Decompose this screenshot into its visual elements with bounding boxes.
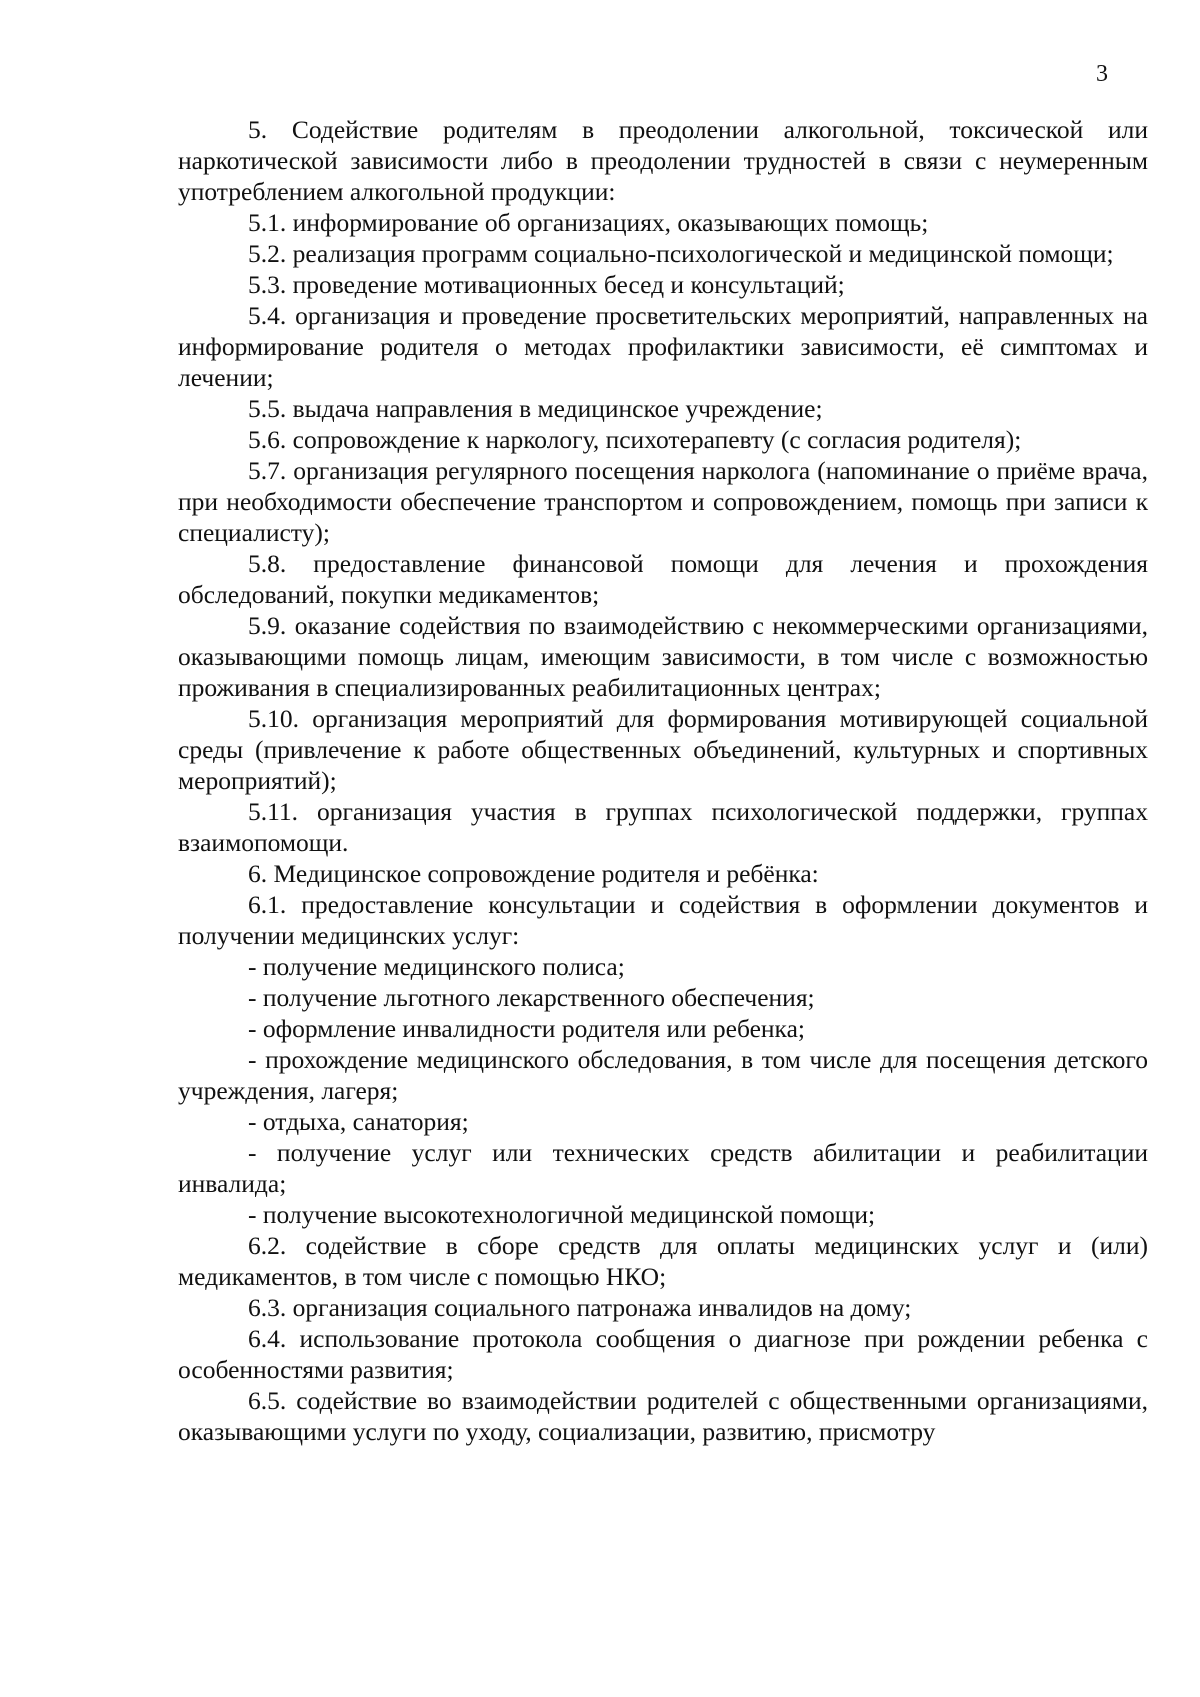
list-item-preferential-drugs: - получение льготного лекарственного обеспечения; — [248, 983, 815, 1012]
paragraph-item-5-2: 5.2. реализация программ социально-психологической и медицинской помощи; — [248, 239, 1114, 268]
paragraph-item-6-1: 6.1. предоставление консультации и содействия в оформлении документов и получении медицинских услуг: — [178, 890, 1148, 950]
paragraph-item-6-5: 6.5. содействие во взаимодействии родителей с общественными организациями, оказывающими услуги по уходу, социализации, развитию, присмотру — [178, 1386, 1148, 1446]
list-item-rehabilitation: - получение услуг или технических средств абилитации и реабилитации инвалида; — [178, 1138, 1148, 1198]
paragraph-item-5-6: 5.6. сопровождение к наркологу, психотерапевту (с согласия родителя); — [248, 425, 1022, 454]
page-number: 3 — [1096, 61, 1108, 87]
paragraph-item-5-10: 5.10. организация мероприятий для формирования мотивирующей социальной среды (привлечение к работе общественных объединений, культурных и спортивных мероприятий); — [178, 704, 1148, 795]
list-item-rest-sanatorium: - отдыха, санатория; — [248, 1107, 469, 1136]
paragraph-section-5: 5. Содействие родителям в преодолении алкогольной, токсической или наркотической зависимости либо в преодолении трудностей в связи с неумеренным употреблением алкогольной продукции: — [178, 115, 1148, 206]
paragraph-section-6: 6. Медицинское сопровождение родителя и ребёнка: — [248, 859, 819, 888]
list-item-high-tech-care: - получение высокотехнологичной медицинской помощи; — [248, 1200, 876, 1229]
paragraph-item-5-9: 5.9. оказание содействия по взаимодействию с некоммерческими организациями, оказывающими помощь лицам, имеющим зависимости, в том числе с возможностью проживания в специализированных реабилитационных центрах; — [178, 611, 1148, 702]
paragraph-item-5-11: 5.11. организация участия в группах психологической поддержки, группах взаимопомощи. — [178, 797, 1148, 857]
paragraph-item-5-3: 5.3. проведение мотивационных бесед и консультаций; — [248, 270, 845, 299]
paragraph-item-5-1: 5.1. информирование об организациях, оказывающих помощь; — [248, 208, 929, 237]
paragraph-item-5-8: 5.8. предоставление финансовой помощи для лечения и прохождения обследований, покупки медикаментов; — [178, 549, 1148, 609]
list-item-medical-examination: - прохождение медицинского обследования, в том числе для посещения детского учреждения, лагеря; — [178, 1045, 1148, 1105]
paragraph-item-5-7: 5.7. организация регулярного посещения нарколога (напоминание о приёме врача, при необходимости обеспечение транспортом и сопровождением, помощь при записи к специалисту); — [178, 456, 1148, 547]
paragraph-item-5-5: 5.5. выдача направления в медицинское учреждение; — [248, 394, 823, 423]
paragraph-item-6-2: 6.2. содействие в сборе средств для оплаты медицинских услуг и (или) медикаментов, в том числе с помощью НКО; — [178, 1231, 1148, 1291]
list-item-disability-registration: - оформление инвалидности родителя или ребенка; — [248, 1014, 805, 1043]
document-body — [178, 114, 1148, 1447]
list-item-medical-policy: - получение медицинского полиса; — [248, 952, 625, 981]
paragraph-item-5-4: 5.4. организация и проведение просветительских мероприятий, направленных на информирование родителя о методах профилактики зависимости, её симптомах и лечении; — [178, 301, 1148, 392]
paragraph-item-6-4: 6.4. использование протокола сообщения о диагнозе при рождении ребенка с особенностями развития; — [178, 1324, 1148, 1384]
paragraph-item-6-3: 6.3. организация социального патронажа инвалидов на дому; — [248, 1293, 912, 1322]
